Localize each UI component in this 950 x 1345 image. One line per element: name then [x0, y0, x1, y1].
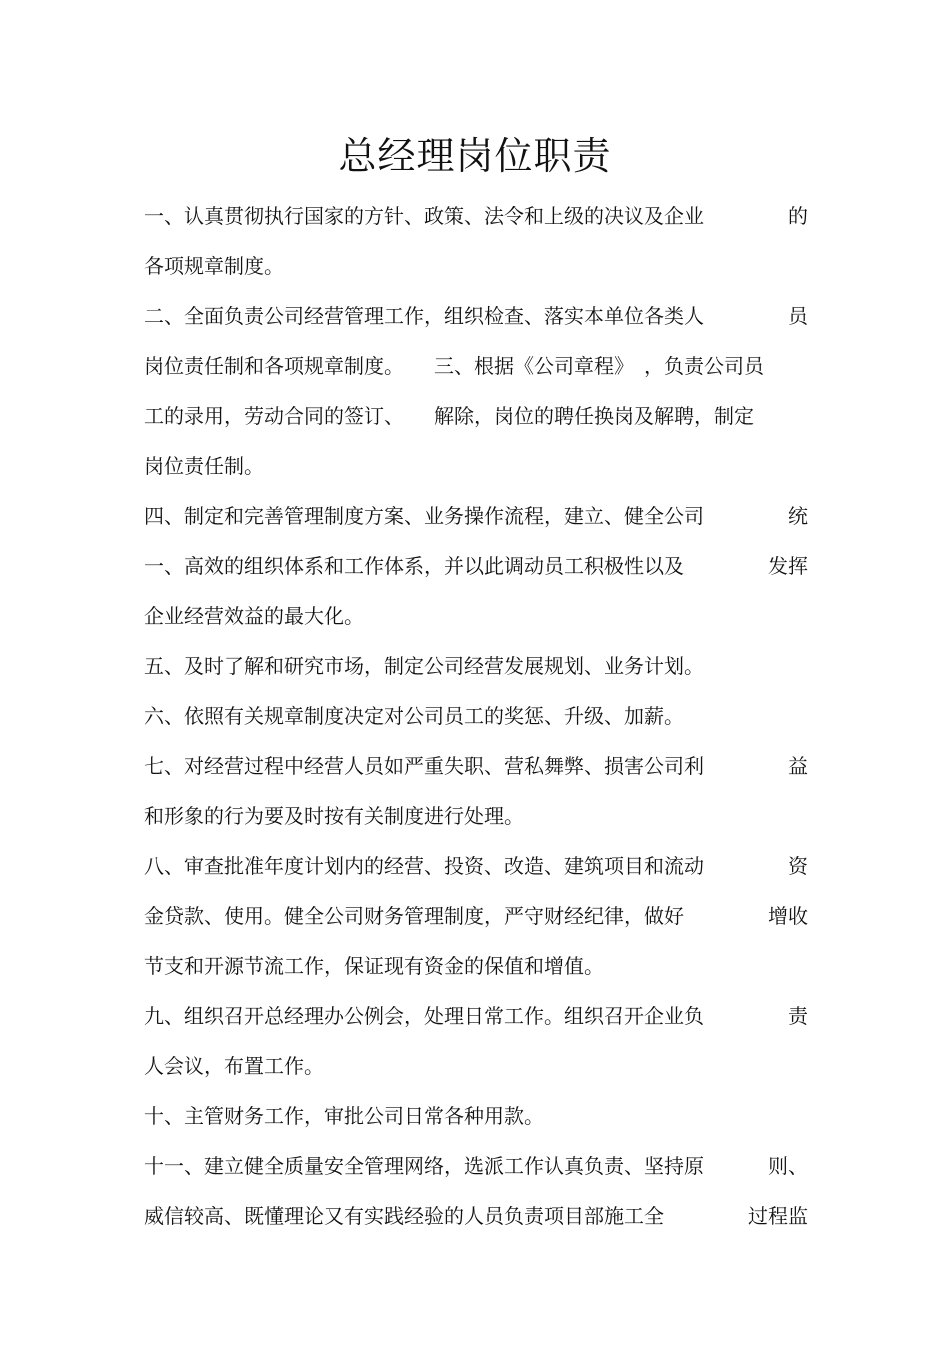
text-line: [144, 651, 808, 681]
text-line: [144, 951, 808, 981]
line-text: 十一、建立健全质量安全管理网络，选派工作认真负责、坚持原: [144, 1154, 704, 1178]
text-line: [144, 1001, 808, 1031]
text-line: [144, 551, 808, 581]
text-line: [144, 351, 808, 381]
text-line: [144, 701, 808, 731]
text-line: [144, 601, 808, 631]
line-text: 岗位责任制。: [144, 454, 264, 478]
line-text: 节支和开源节流工作，保证现有资金的保值和增值。: [144, 954, 604, 978]
line-text: 十、主管财务工作，审批公司日常各种用款。: [144, 1104, 544, 1128]
text-line: [144, 901, 808, 931]
line-text-end: 益: [788, 754, 808, 778]
line-text-end: 过程监: [748, 1204, 808, 1228]
line-text: 八、审查批准年度计划内的经营、投资、改造、建筑项目和流动: [144, 854, 704, 878]
line-text: 九、组织召开总经理办公例会，处理日常工作。组织召开企业负: [144, 1004, 704, 1028]
line-text-end: 发挥: [768, 554, 808, 578]
line-text-end: 员: [788, 304, 808, 328]
text-line: [144, 301, 808, 331]
line-text: 二、全面负责公司经营管理工作，组织检查、落实本单位各类人: [144, 304, 704, 328]
line-text-end: 则、: [768, 1154, 808, 1178]
line-text: 人会议，布置工作。: [144, 1054, 324, 1078]
document-title: 总经理岗位职责: [338, 134, 612, 178]
line-text-end: 责: [788, 1004, 808, 1028]
line-text: 七、对经营过程中经营人员如严重失职、营私舞弊、损害公司利: [144, 754, 704, 778]
line-text: 四、制定和完善管理制度方案、业务操作流程，建立、健全公司: [144, 504, 704, 528]
line-text-end: 资: [788, 854, 808, 878]
text-line: [144, 201, 808, 231]
text-line: [144, 1201, 808, 1231]
line-text: 一、认真贯彻执行国家的方针、政策、法令和上级的决议及企业: [144, 204, 704, 228]
text-line: [144, 1051, 808, 1081]
line-text: 六、依照有关规章制度决定对公司员工的奖惩、升级、加薪。: [144, 704, 684, 728]
line-text: 金贷款、使用。健全公司财务管理制度，严守财经纪律，做好: [144, 904, 684, 928]
text-line: [144, 801, 808, 831]
text-line: [144, 751, 808, 781]
text-line: [144, 1101, 808, 1131]
text-line: [144, 851, 808, 881]
line-text-end: 的: [788, 204, 808, 228]
text-line: [144, 401, 808, 431]
line-text: 和形象的行为要及时按有关制度进行处理。: [144, 804, 524, 828]
line-text: 各项规章制度。: [144, 254, 284, 278]
line-text-end: 统: [788, 504, 808, 528]
line-text: 企业经营效益的最大化。: [144, 604, 364, 628]
line-text: 一、高效的组织体系和工作体系，并以此调动员工积极性以及: [144, 554, 684, 578]
text-line: [144, 501, 808, 531]
text-line: [144, 251, 808, 281]
line-text: 岗位责任制和各项规章制度。 三、根据《公司章程》 ，负责公司员: [144, 354, 764, 378]
line-text: 工的录用，劳动合同的签订、 解除，岗位的聘任换岗及解聘，制定: [144, 404, 754, 428]
text-line: [144, 451, 808, 481]
text-line: [144, 1151, 808, 1181]
line-text: 五、及时了解和研究市场，制定公司经营发展规划、业务计划。: [144, 654, 704, 678]
line-text-end: 增收: [768, 904, 808, 928]
line-text: 威信较高、既懂理论又有实践经验的人员负责项目部施工全: [144, 1204, 664, 1228]
